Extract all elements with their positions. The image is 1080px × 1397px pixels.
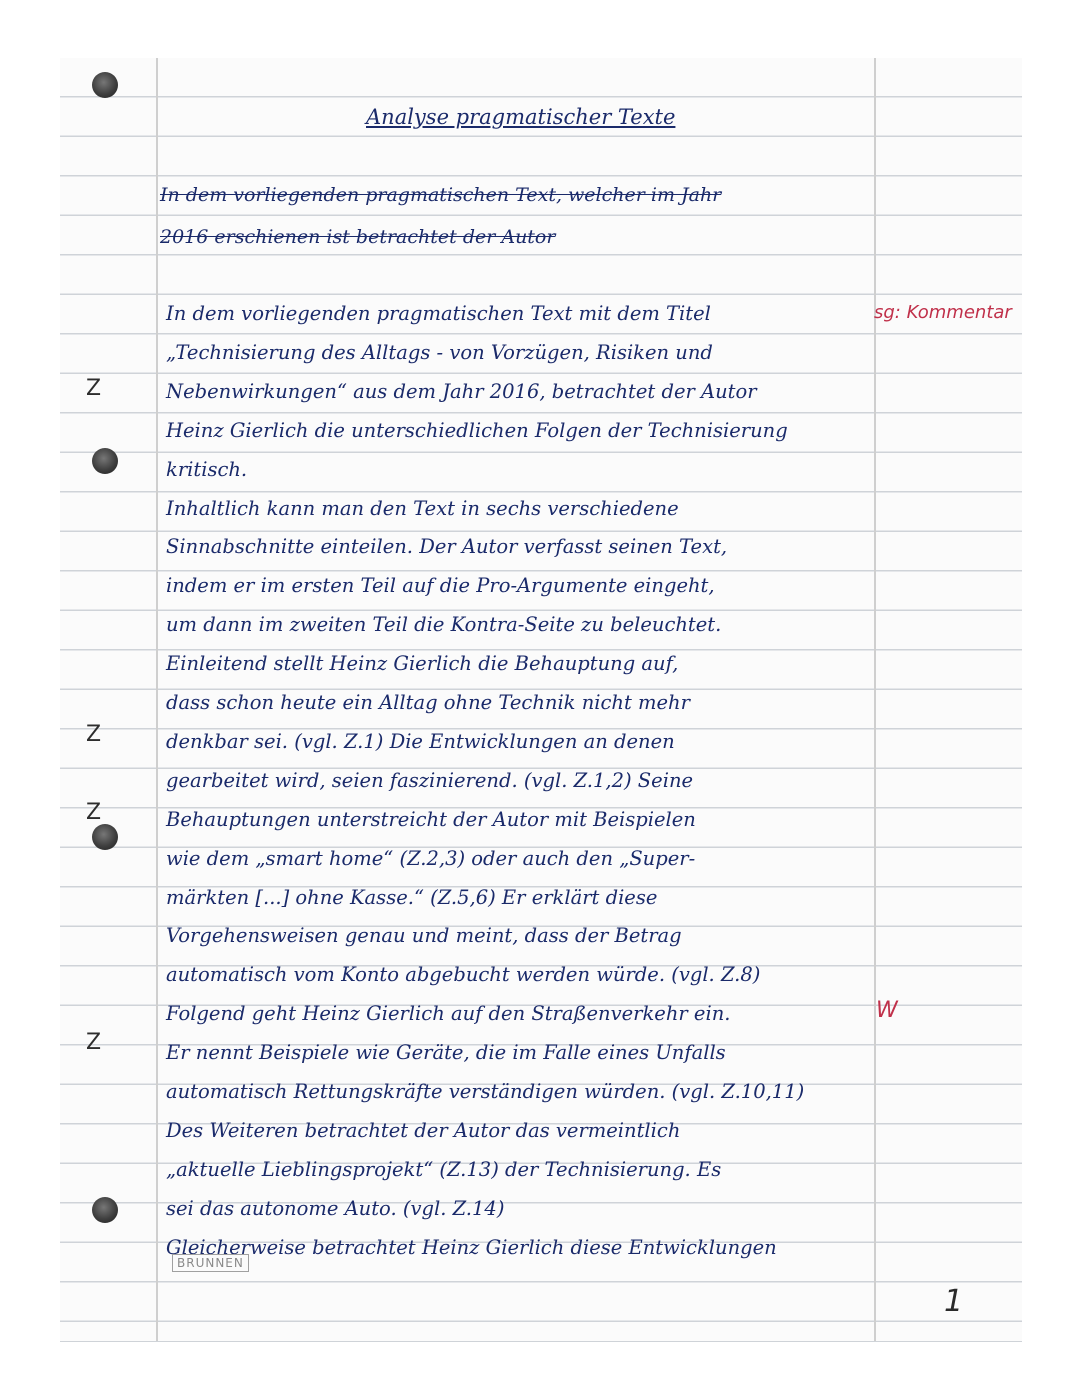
crossed-out-line: 2016 erschienen ist betrachtet der Autor [160,226,556,248]
punch-hole [92,72,118,98]
text-line: dass schon heute ein Alltag ohne Technik nicht mehr [166,691,690,714]
text-line: wie dem „smart home“ (Z.2,3) oder auch den „Super- [166,846,696,870]
margin-mark: Z [86,1030,102,1055]
punch-hole [92,448,118,474]
text-line: Folgend geht Heinz Gierlich auf den Straßenverkehr ein. [166,1002,731,1026]
text-line: Inhaltlich kann man den Text in sechs verschiedene [166,496,679,520]
margin-mark: Z [86,800,102,825]
text-line: automatisch vom Konto abgebucht werden würde. (vgl. Z.8) [166,963,761,987]
text-line: Des Weiteren betrachtet der Autor das vermeintlich [166,1118,681,1142]
text-line: Behauptungen unterstreicht der Autor mit Beispielen [166,807,696,831]
teacher-note-middle: W [876,998,898,1023]
text-line: denkbar sei. (vgl. Z.1) Die Entwicklungen an denen [166,729,675,753]
text-line: gearbeitet wird, seien faszinierend. (vgl. Z.1,2) Seine [166,768,694,792]
text-line: um dann im zweiten Teil die Kontra-Seite zu beleuchtet. [166,613,722,637]
brand-logo: BRUNNEN [172,1254,249,1272]
margin-mark: Z [86,722,102,747]
text-line: In dem vorliegenden pragmatischen Text mit dem Titel [166,302,711,325]
text-line: Er nennt Beispiele wie Geräte, die im Falle eines Unfalls [166,1041,726,1065]
text-line: Gleicherweise betrachtet Heinz Gierlich diese Entwicklungen [166,1235,777,1259]
left-margin-line [156,58,158,1341]
text-line: Heinz Gierlich die unterschiedlichen Folgen der Technisierung [166,418,788,442]
text-line: kritisch. [166,457,248,481]
text-line: sei das autonome Auto. (vgl. Z.14) [166,1196,505,1220]
page-title: Analyse pragmatischer Texte [366,105,676,129]
right-margin-line [874,58,876,1341]
crossed-out-line: In dem vorliegenden pragmatischen Text, welcher im Jahr [160,184,722,206]
text-line: märkten [...] ohne Kasse.“ (Z.5,6) Er erklärt diese [166,885,658,909]
page-number: 1 [944,1284,964,1319]
text-line: Einleitend stellt Heinz Gierlich die Behauptung auf, [166,652,679,676]
text-line: „Technisierung des Alltags - von Vorzügen, Risiken und [166,340,713,364]
text-line: indem er im ersten Teil auf die Pro-Argumente eingeht, [166,574,715,598]
text-line: Nebenwirkungen“ aus dem Jahr 2016, betrachtet der Autor [166,379,757,403]
punch-hole [92,1197,118,1223]
margin-mark: Z [86,376,102,401]
text-line: „aktuelle Lieblingsprojekt“ (Z.13) der Technisierung. Es [166,1157,722,1181]
teacher-note-top: sg: Kommentar [874,302,1012,323]
punch-hole [92,824,118,850]
text-line: Sinnabschnitte einteilen. Der Autor verfasst seinen Text, [166,535,728,559]
text-line: automatisch Rettungskräfte verständigen würden. (vgl. Z.10,11) [166,1080,805,1103]
text-line: Vorgehensweisen genau und meint, dass der Betrag [166,924,682,948]
